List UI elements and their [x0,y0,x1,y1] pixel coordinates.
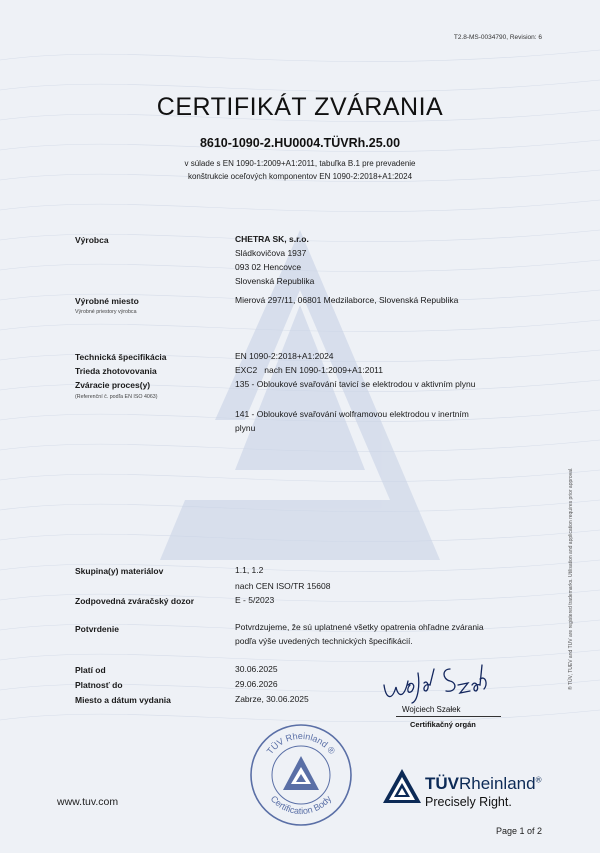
brand-bold: TÜV [425,774,459,793]
tuv-logo-icon [382,768,422,804]
valid-until-label: Platnosť do [75,680,123,690]
process-141-line: 141 - Obloukové svařování wolframovou elektrodou v inertním [235,409,469,419]
signature-image [372,655,492,705]
confirmation-line: Potvrdzujeme, že sú uplatnené všetky opatrenia ohľadne zvárania [235,622,484,632]
manufacturer-name: CHETRA SK, s.r.o. [235,234,309,244]
exec-class-value: EXC2 nach EN 1090-1:2009+A1:2011 [235,365,383,375]
exec-class-label: Trieda zhotovovania [75,366,157,376]
valid-from-label: Platí od [75,665,106,675]
signatory-role: Certifikačný orgán [410,720,476,729]
supervisor-label: Zodpovedná zváračský dozor [75,596,195,606]
process-141 [235,407,469,435]
svg-text:Certification Body [269,793,334,816]
material-group-norm: nach CEN ISO/TR 15608 [235,581,331,591]
certificate-number: 8610-1090-2.HU0004.TÜVRh.25.00 [199,136,401,150]
subtitle-line: konštrukcie oceľových komponentov EN 1090-2:2018+A1:2024 [187,172,413,181]
manufacturer-city: 093 02 Hencovce [235,262,302,272]
tech-spec-label: Technická špecifikácia [75,352,167,362]
process-sublabel: (Referenční č. podľa EN ISO 4063) [75,394,158,400]
document-id: T2.8-MS-0034790, Revision: 6 [453,34,542,41]
page-number: Page 1 of 2 [495,826,542,836]
material-group-value: 1.1, 1.2 [235,565,264,575]
material-group-label: Skupina(y) materiálov [75,566,164,576]
website-link[interactable]: www.tuv.com [57,796,119,808]
certificate-subtitle [0,157,600,183]
place-date-value: Zabrze, 30.06.2025 [235,694,309,704]
signatory-name: Wojciech Szałek [402,705,461,714]
place-date-label: Miesto a dátum vydania [75,695,171,705]
production-site-label: Výrobné miesto [75,296,139,306]
brand-reg: ® [535,775,542,785]
supervisor-value: E - 5/2023 [235,595,275,605]
manufacturer-address [235,232,314,288]
tuv-slogan: Precisely Right. [425,795,512,809]
tuv-seal [248,722,354,828]
seal-bottom-text: Certification Body [268,793,334,817]
tuv-brand-name [425,774,541,794]
page-title: CERTIFIKÁT ZVÁRANIA [156,93,444,121]
confirmation-label: Potvrdenie [75,624,119,634]
brand-rest: Rheinland [459,774,536,793]
manufacturer-label: Výrobca [75,235,109,245]
signature-line [396,716,501,717]
confirmation-text [235,620,484,648]
confirmation-line: podľa výše uvedených technických špecifikácií. [235,636,413,646]
process-141-line: plynu [235,423,256,433]
process-label: Zváracie proces(y) [75,380,151,390]
seal-top-text: TÜV Rheinland ® [264,730,338,757]
subtitle-line: v súlade s EN 1090-1:2009+A1:2011, tabuľka B.1 pre prevadenie [184,159,416,168]
seal-triangle-icon [283,756,319,790]
manufacturer-country: Slovenská Republika [235,276,315,286]
production-site-sublabel: Výrobné priestory výrobca [75,309,137,315]
trademark-note: ® TÜV, TUEV and TUV are registered trademarks. Utilisation and application requires prior approval. [568,467,574,690]
production-site-value: Mierová 297/11, 06801 Medzilaborce, Slovenská Republika [235,295,459,305]
valid-until-value: 29.06.2026 [235,679,278,689]
tech-spec-value: EN 1090-2:2018+A1:2024 [235,351,334,361]
process-135: 135 - Obloukové svařování tavicí se elektrodou v aktivním plynu [235,379,476,389]
svg-text:TÜV Rheinland ® [265,731,338,756]
valid-from-value: 30.06.2025 [235,664,278,674]
manufacturer-street: Sládkovičova 1937 [235,248,307,258]
